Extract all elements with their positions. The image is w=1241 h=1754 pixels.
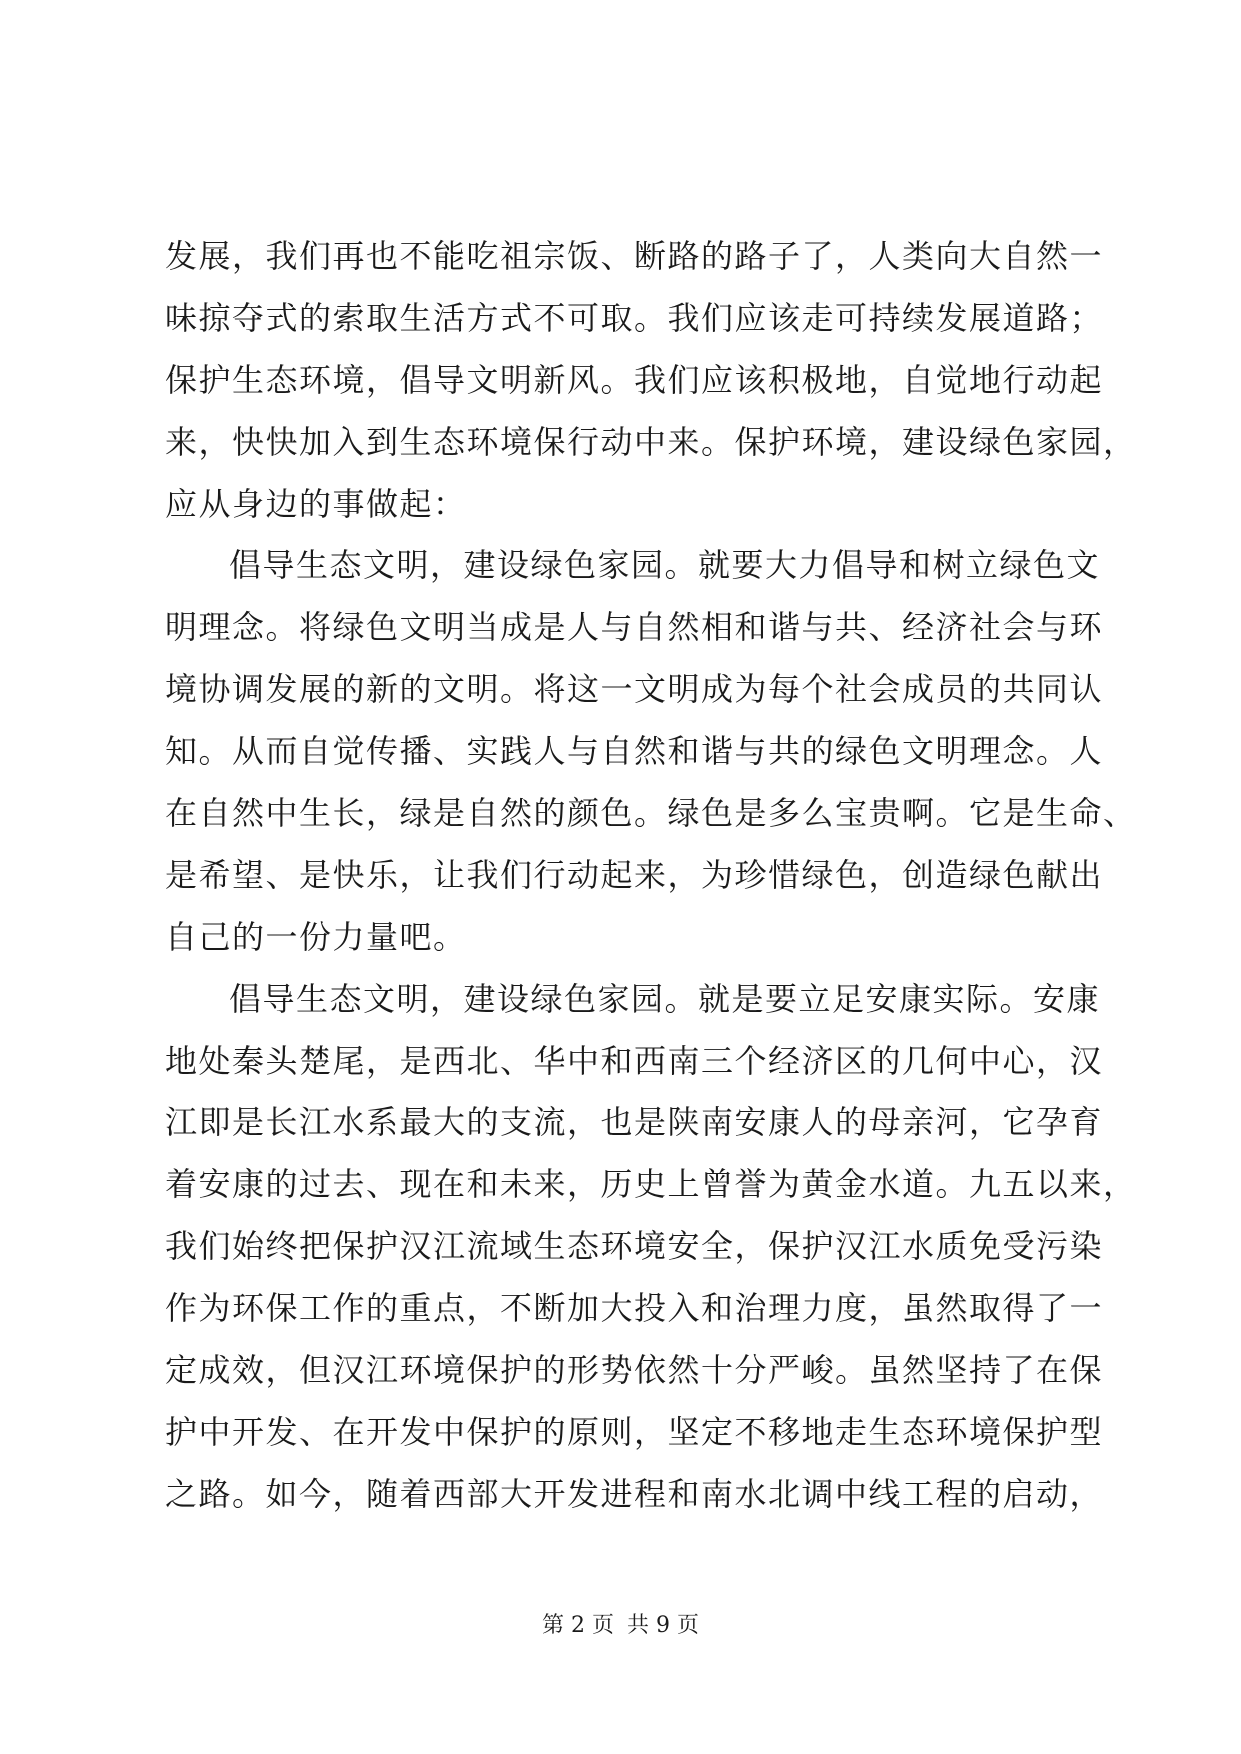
text-line: 江即是长江水系最大的支流，也是陕南安康人的母亲河，它孕育: [165, 1103, 1104, 1142]
page-total: 共 9 页: [627, 1613, 699, 1638]
text-line: 着安康的过去、现在和未来，历史上曾誉为黄金水道。九五以来，: [165, 1165, 1137, 1204]
paragraph-first-line: 倡导生态文明，建设绿色家园。就要大力倡导和树立绿色文: [229, 546, 1101, 585]
page-number: 第 2 页: [542, 1613, 614, 1638]
text-line: 定成效，但汉江环境保护的形势依然十分严峻。虽然坚持了在保: [165, 1351, 1104, 1390]
text-line: 境协调发展的新的文明。将这一文明成为每个社会成员的共同认: [165, 670, 1104, 709]
text-line: 之路。如今，随着西部大开发进程和南水北调中线工程的启动，: [165, 1474, 1104, 1513]
text-line: 来，快快加入到生态环境保行动中来。保护环境，建设绿色家园，: [165, 422, 1137, 461]
text-line: 我们始终把保护汉江流域生态环境安全，保护汉江水质免受污染: [165, 1227, 1104, 1266]
text-line: 作为环保工作的重点，不断加大投入和治理力度，虽然取得了一: [165, 1289, 1104, 1328]
text-line: 地处秦头楚尾，是西北、华中和西南三个经济区的几何中心，汉: [165, 1041, 1104, 1080]
text-line: 保护生态环境，倡导文明新风。我们应该积极地，自觉地行动起: [165, 360, 1104, 399]
document-body: [165, 226, 1137, 1526]
text-line: 应从身边的事做起：: [165, 484, 467, 523]
text-line: 自己的一份力量吧。: [165, 917, 467, 956]
text-line: 明理念。将绿色文明当成是人与自然相和谐与共、经济社会与环: [165, 608, 1104, 647]
text-line: 发展，我们再也不能吃祖宗饭、断路的路子了，人类向大自然一: [165, 237, 1104, 275]
text-line: 知。从而自觉传播、实践人与自然和谐与共的绿色文明理念。人: [165, 732, 1104, 771]
text-line: 护中开发、在开发中保护的原则，坚定不移地走生态环境保护型: [165, 1412, 1104, 1451]
text-line: 是希望、是快乐，让我们行动起来，为珍惜绿色，创造绿色献出: [165, 855, 1104, 894]
text-line: 在自然中生长，绿是自然的颜色。绿色是多么宝贵啊。它是生命、: [165, 794, 1137, 833]
page-footer: [0, 1612, 1241, 1640]
paragraph-first-line: 倡导生态文明，建设绿色家园。就是要立足安康实际。安康: [229, 979, 1101, 1018]
text-line: 味掠夺式的索取生活方式不可取。我们应该走可持续发展道路；: [165, 298, 1104, 337]
